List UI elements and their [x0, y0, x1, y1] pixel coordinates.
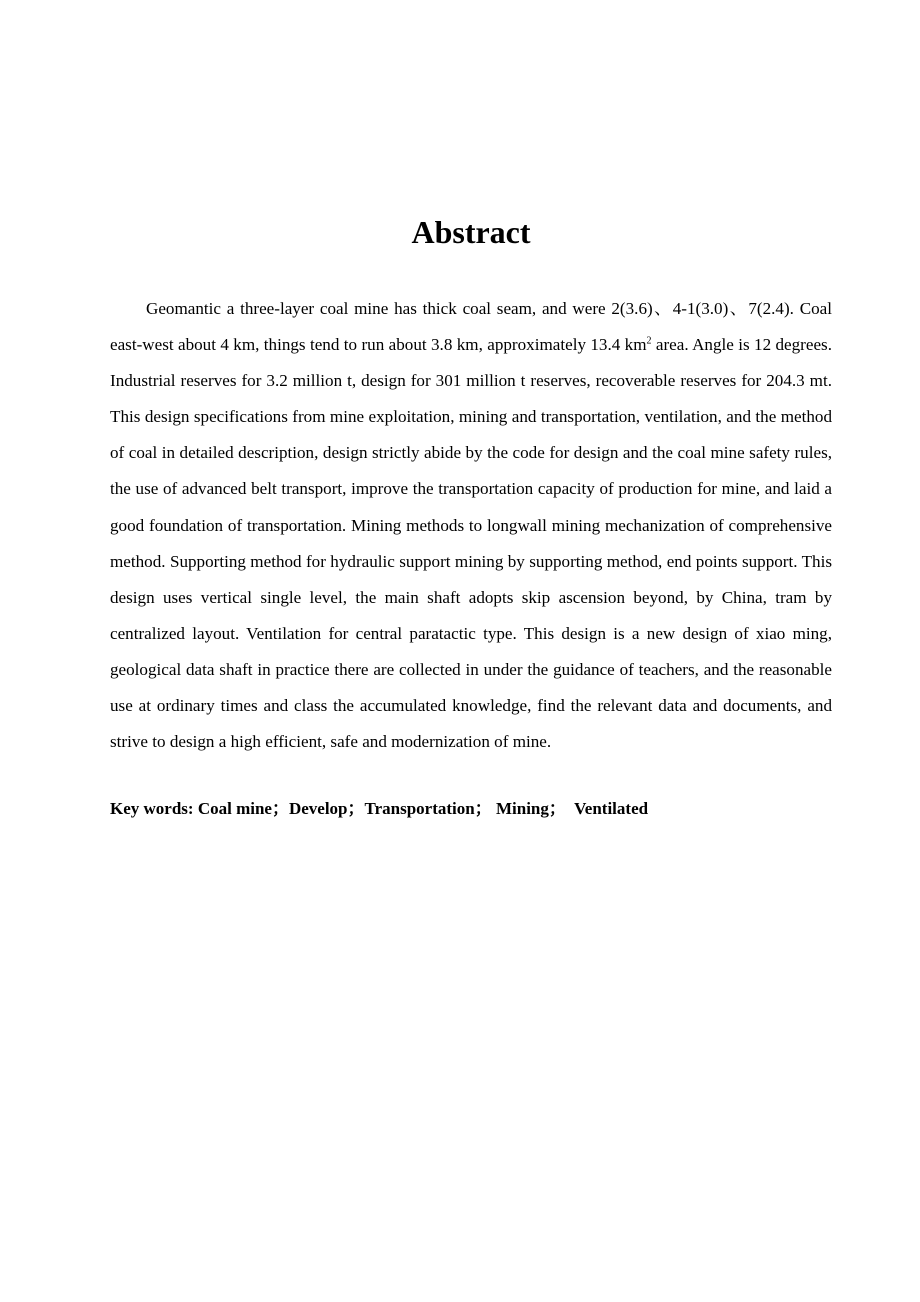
area-superscript: 2: [646, 335, 652, 347]
abstract-text-part2: area. Angle is 12 degrees. Industrial reserves for 3.2 million t, design for 301 million t reserves, recoverable reserves for 204.3 mt. This design specifications from mine exploitation, mining and transportation, ventilation, and the method of coal in detailed description, design strictly abide by the code for design and the coal mine safety rules, the use of advanced belt transport, improve the transportation capacity of production for mine, and laid a good foundation of transportation. Mining methods to longwall mining mechanization of comprehensive method. Supporting method for hydraulic support mining by supporting method, end points support. This design uses vertical single level, the main shaft adopts skip ascension beyond, by China, tram by centralized layout. Ventilation for central paratactic type. This design is a new design of xiao ming, geological data shaft in practice there are collected in under the guidance of teachers, and the reasonable use at ordinary times and class the accumulated knowledge, find the relevant data and documents, and strive to design a high efficient, safe and modernization of mine.: [110, 335, 832, 752]
keyword-separator: ；: [548, 799, 575, 818]
keyword-item: Coal mine: [197, 799, 272, 818]
abstract-text-part1: Geomantic a three-layer coal mine has thick coal seam, and were 2(3.6)、4-1(3.0)、7(2.4). Coal east-west about 4 km, things tend to run about 3.8 km, approximately 13.4 km: [110, 299, 832, 355]
keyword-item: Transportation: [364, 799, 475, 818]
keyword-item: Develop: [288, 799, 348, 818]
keywords-label: Key words:: [110, 799, 198, 818]
keywords-line: [110, 796, 832, 822]
abstract-paragraph: [110, 291, 832, 760]
keyword-separator: ；: [347, 799, 365, 818]
keyword-separator: ；: [271, 799, 289, 818]
keyword-separator: ；: [474, 799, 496, 818]
abstract-title: Abstract: [411, 214, 531, 250]
keyword-item: Ventilated: [574, 799, 649, 818]
keyword-item: Mining: [495, 799, 549, 818]
